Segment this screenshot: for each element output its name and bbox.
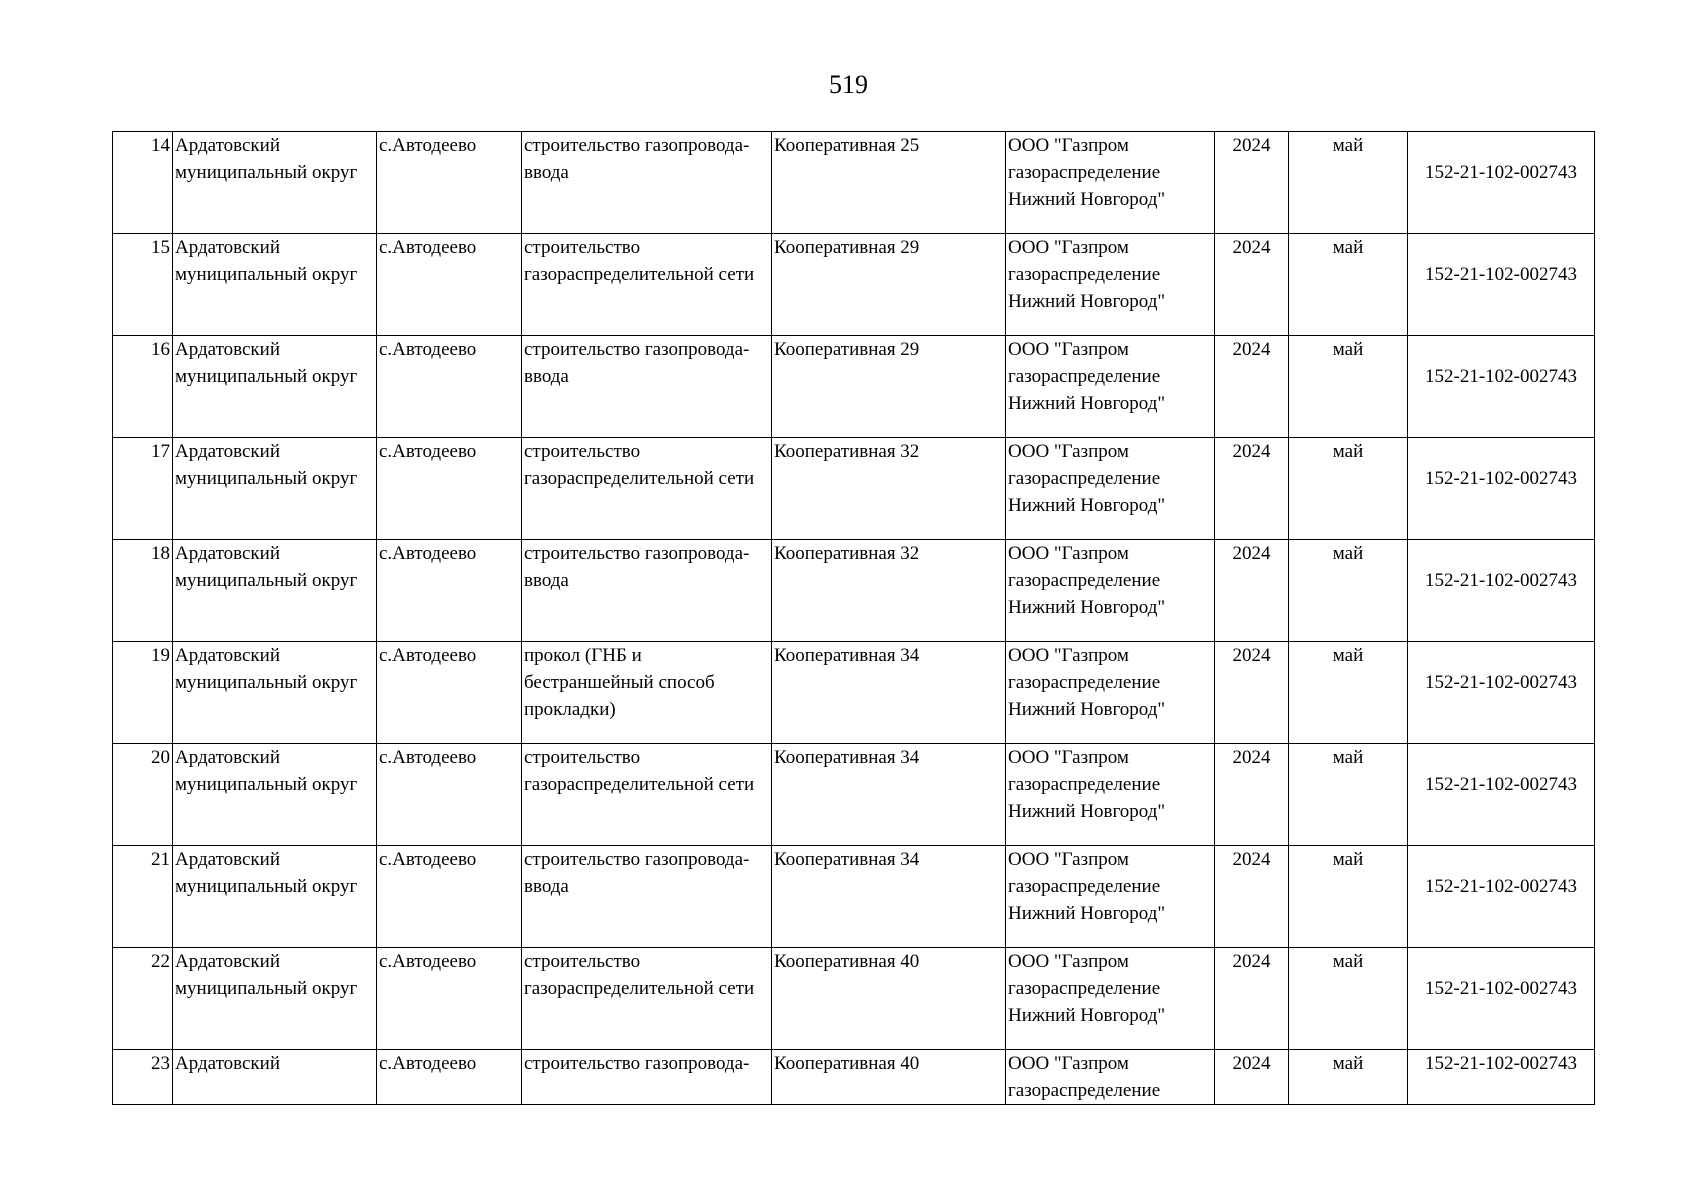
cell-num: 17 xyxy=(113,438,173,540)
cell-district: Ардатовский муниципальный округ xyxy=(173,336,377,438)
cell-num: 18 xyxy=(113,540,173,642)
cell-org: ООО "Газпром газораспределение Нижний Новгород" xyxy=(1006,642,1215,744)
cell-org: ООО "Газпром газораспределение Нижний Новгород" xyxy=(1006,336,1215,438)
cell-work: строительство газопровода-ввода xyxy=(522,540,772,642)
cell-code: 152-21-102-002743 xyxy=(1408,336,1595,438)
table-row xyxy=(113,234,1595,336)
cell-org: ООО "Газпром газораспределение Нижний Новгород" xyxy=(1006,438,1215,540)
cell-year: 2024 xyxy=(1215,234,1289,336)
cell-address: Кооперативная 32 xyxy=(772,540,1006,642)
cell-num: 14 xyxy=(113,132,173,234)
cell-settlement: с.Автодеево xyxy=(377,438,522,540)
cell-year: 2024 xyxy=(1215,846,1289,948)
cell-district: Ардатовский муниципальный округ xyxy=(173,744,377,846)
cell-work: строительство газораспределительной сети xyxy=(522,744,772,846)
cell-district: Ардатовский муниципальный округ xyxy=(173,948,377,1050)
cell-code: 152-21-102-002743 xyxy=(1408,642,1595,744)
cell-district: Ардатовский муниципальный округ xyxy=(173,540,377,642)
cell-settlement: с.Автодеево xyxy=(377,1050,522,1105)
table-row xyxy=(113,132,1595,234)
cell-month: май xyxy=(1289,540,1408,642)
cell-district: Ардатовский xyxy=(173,1050,377,1105)
cell-code: 152-21-102-002743 xyxy=(1408,438,1595,540)
cell-code: 152-21-102-002743 xyxy=(1408,132,1595,234)
cell-month: май xyxy=(1289,744,1408,846)
cell-settlement: с.Автодеево xyxy=(377,948,522,1050)
cell-org: ООО "Газпром газораспределение Нижний Новгород" xyxy=(1006,540,1215,642)
cell-settlement: с.Автодеево xyxy=(377,744,522,846)
table-row xyxy=(113,336,1595,438)
cell-month: май xyxy=(1289,948,1408,1050)
cell-year: 2024 xyxy=(1215,1050,1289,1105)
cell-month: май xyxy=(1289,438,1408,540)
cell-num: 23 xyxy=(113,1050,173,1105)
cell-district: Ардатовский муниципальный округ xyxy=(173,846,377,948)
works-table xyxy=(112,131,1595,1105)
cell-year: 2024 xyxy=(1215,540,1289,642)
cell-org: ООО "Газпром газораспределение Нижний Новгород" xyxy=(1006,948,1215,1050)
cell-year: 2024 xyxy=(1215,336,1289,438)
cell-address: Кооперативная 29 xyxy=(772,234,1006,336)
cell-work: строительство газопровода-ввода xyxy=(522,846,772,948)
cell-address: Кооперативная 34 xyxy=(772,744,1006,846)
table-body xyxy=(113,132,1595,1105)
cell-year: 2024 xyxy=(1215,132,1289,234)
cell-settlement: с.Автодеево xyxy=(377,540,522,642)
cell-code: 152-21-102-002743 xyxy=(1408,540,1595,642)
cell-month: май xyxy=(1289,642,1408,744)
cell-work: строительство газораспределительной сети xyxy=(522,234,772,336)
cell-address: Кооперативная 40 xyxy=(772,1050,1006,1105)
cell-num: 15 xyxy=(113,234,173,336)
cell-code: 152-21-102-002743 xyxy=(1408,846,1595,948)
cell-code: 152-21-102-002743 xyxy=(1408,234,1595,336)
cell-code: 152-21-102-002743 xyxy=(1408,948,1595,1050)
cell-num: 22 xyxy=(113,948,173,1050)
cell-work: строительство газопровода-ввода xyxy=(522,336,772,438)
cell-org: ООО "Газпром газораспределение Нижний Новгород" xyxy=(1006,234,1215,336)
cell-month: май xyxy=(1289,846,1408,948)
cell-month: май xyxy=(1289,1050,1408,1105)
table-row xyxy=(113,846,1595,948)
cell-num: 16 xyxy=(113,336,173,438)
cell-year: 2024 xyxy=(1215,438,1289,540)
cell-address: Кооперативная 32 xyxy=(772,438,1006,540)
cell-district: Ардатовский муниципальный округ xyxy=(173,234,377,336)
cell-settlement: с.Автодеево xyxy=(377,846,522,948)
cell-settlement: с.Автодеево xyxy=(377,132,522,234)
cell-address: Кооперативная 29 xyxy=(772,336,1006,438)
cell-address: Кооперативная 34 xyxy=(772,642,1006,744)
cell-address: Кооперативная 34 xyxy=(772,846,1006,948)
cell-num: 20 xyxy=(113,744,173,846)
cell-year: 2024 xyxy=(1215,948,1289,1050)
cell-work: строительство газораспределительной сети xyxy=(522,438,772,540)
cell-district: Ардатовский муниципальный округ xyxy=(173,132,377,234)
cell-org: ООО "Газпром газораспределение Нижний Новгород" xyxy=(1006,132,1215,234)
cell-org: ООО "Газпром газораспределение xyxy=(1006,1050,1215,1105)
cell-settlement: с.Автодеево xyxy=(377,642,522,744)
table-row xyxy=(113,948,1595,1050)
cell-num: 21 xyxy=(113,846,173,948)
cell-work: прокол (ГНБ и бестраншейный способ прокладки) xyxy=(522,642,772,744)
cell-district: Ардатовский муниципальный округ xyxy=(173,438,377,540)
cell-org: ООО "Газпром газораспределение Нижний Новгород" xyxy=(1006,744,1215,846)
cell-code: 152-21-102-002743 xyxy=(1408,744,1595,846)
page-number: 519 xyxy=(829,70,868,99)
cell-code: 152-21-102-002743 xyxy=(1408,1050,1595,1105)
cell-work: строительство газопровода- xyxy=(522,1050,772,1105)
cell-month: май xyxy=(1289,336,1408,438)
cell-org: ООО "Газпром газораспределение Нижний Новгород" xyxy=(1006,846,1215,948)
table-row-last xyxy=(113,1050,1595,1105)
cell-num: 19 xyxy=(113,642,173,744)
cell-year: 2024 xyxy=(1215,642,1289,744)
cell-year: 2024 xyxy=(1215,744,1289,846)
table-row xyxy=(113,540,1595,642)
table-row xyxy=(113,744,1595,846)
cell-address: Кооперативная 40 xyxy=(772,948,1006,1050)
cell-month: май xyxy=(1289,234,1408,336)
table-row xyxy=(113,438,1595,540)
cell-work: строительство газораспределительной сети xyxy=(522,948,772,1050)
cell-work: строительство газопровода-ввода xyxy=(522,132,772,234)
cell-settlement: с.Автодеево xyxy=(377,234,522,336)
table-row xyxy=(113,642,1595,744)
cell-month: май xyxy=(1289,132,1408,234)
cell-district: Ардатовский муниципальный округ xyxy=(173,642,377,744)
cell-settlement: с.Автодеево xyxy=(377,336,522,438)
cell-address: Кооперативная 25 xyxy=(772,132,1006,234)
